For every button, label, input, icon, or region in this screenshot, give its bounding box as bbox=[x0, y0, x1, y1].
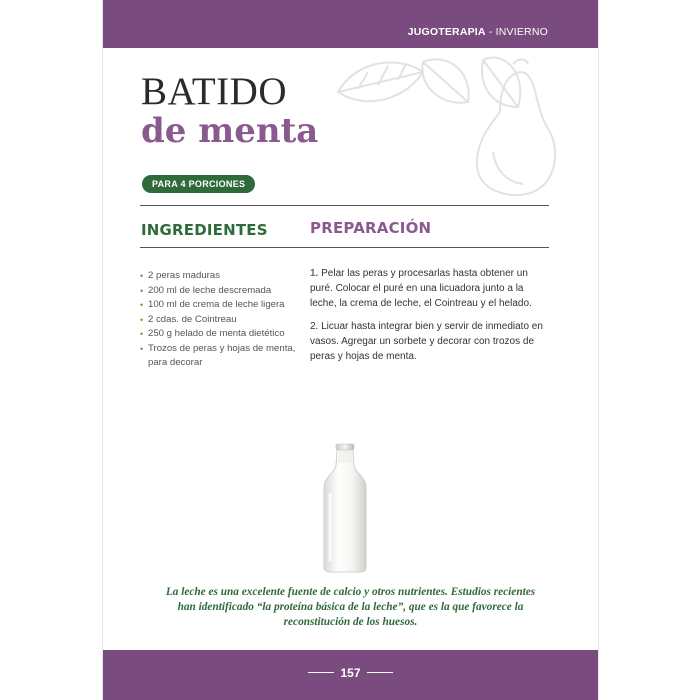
ingredient-item: • 200 ml de leche descremada bbox=[140, 284, 300, 299]
step-number: 2. bbox=[310, 321, 319, 332]
milk-fact-quote: La leche es una excelente fuente de calcio y otros nutrientes. Estudios recientes han identificado “la proteína básica de la leche”, que es la que favorece la reconstitución de los huesos. bbox=[165, 586, 536, 628]
bullet-icon: • bbox=[140, 300, 144, 310]
ingredient-item: • Trozos de peras y hojas de menta, para decorar bbox=[140, 342, 296, 368]
bullet-icon: • bbox=[140, 329, 144, 339]
ingredients-list bbox=[140, 269, 300, 371]
step-text: Pelar las peras y procesarlas hasta obtener un puré. Colocar el puré en una licuadora junto a la leche, la crema de leche, el Cointreau y el helado. bbox=[310, 268, 532, 309]
divider-bottom bbox=[140, 247, 549, 248]
page-number: 157 bbox=[103, 665, 598, 680]
title-line-2: de menta bbox=[141, 111, 319, 151]
divider-top bbox=[140, 205, 549, 206]
milk-bottle-image bbox=[322, 443, 368, 573]
preparation-step bbox=[310, 319, 550, 364]
preparation-step bbox=[310, 266, 550, 311]
section-name: JUGOTERAPIA bbox=[407, 26, 486, 38]
ingredients-heading: INGREDIENTES bbox=[141, 221, 268, 239]
section-season: - INVIERNO bbox=[485, 26, 548, 38]
title-line-1: BATIDO bbox=[141, 70, 287, 113]
ingredient-item: • 2 peras maduras bbox=[140, 269, 300, 284]
recipe-page bbox=[103, 0, 598, 700]
ingredient-item: • 2 cdas. de Cointreau bbox=[140, 313, 300, 328]
page-number-rule-left bbox=[308, 672, 334, 673]
portions-badge: PARA 4 PORCIONES bbox=[142, 175, 255, 193]
preparation-steps bbox=[310, 266, 550, 372]
leaves-and-pear-decoration bbox=[328, 52, 558, 202]
header-band bbox=[103, 0, 598, 48]
ingredient-item: • 100 ml de crema de leche ligera bbox=[140, 298, 300, 313]
step-number: 1. bbox=[310, 268, 319, 279]
preparation-heading: PREPARACIÓN bbox=[310, 219, 432, 237]
bullet-icon: • bbox=[140, 271, 144, 281]
ingredient-item: • 250 g helado de menta dietético bbox=[140, 327, 300, 342]
page-number-rule-right bbox=[367, 672, 393, 673]
bullet-icon: • bbox=[140, 285, 144, 296]
step-text: Licuar hasta integrar bien y servir de inmediato en vasos. Agregar un sorbete y decorar con trozos de peras y hojas de menta. bbox=[310, 321, 543, 362]
bullet-icon: • bbox=[140, 314, 144, 325]
bullet-icon: • bbox=[140, 343, 144, 354]
section-tag bbox=[408, 26, 548, 38]
